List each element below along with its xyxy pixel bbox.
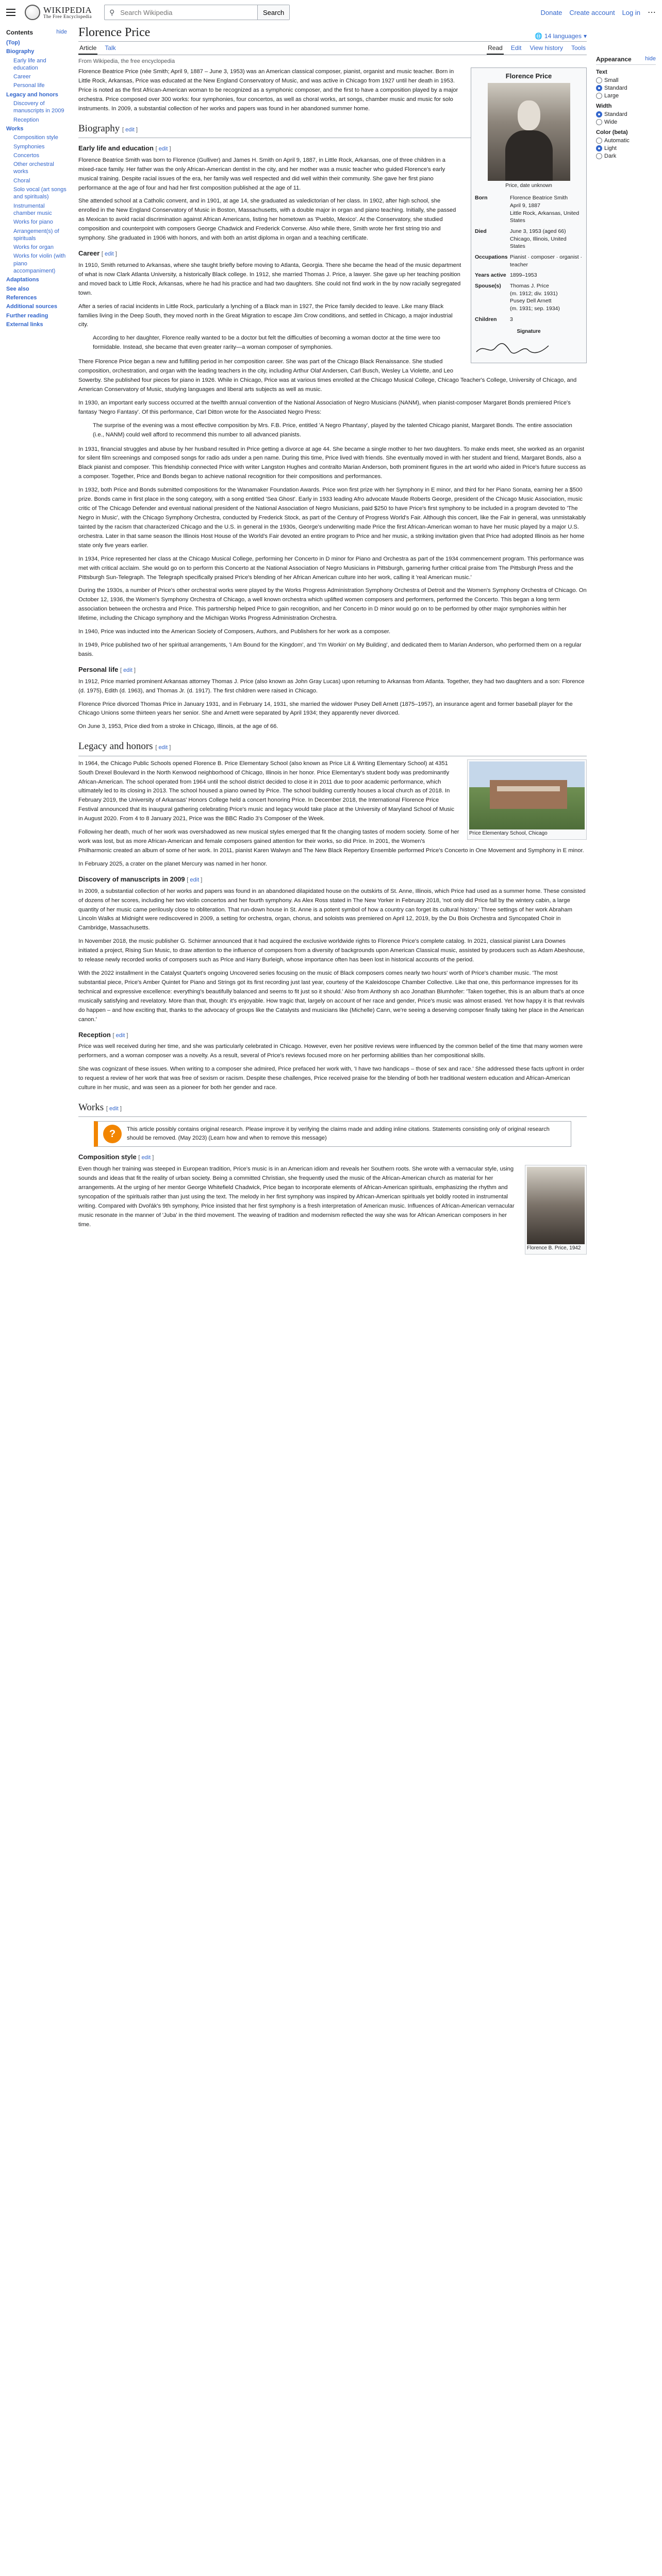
appearance-option[interactable]	[596, 77, 656, 83]
section-works: Works [ edit ]	[78, 1100, 587, 1117]
edit-legacy[interactable]: [ edit ]	[155, 744, 171, 751]
toc-item-link[interactable]: Works for violin (with piano accompaniment)	[13, 253, 66, 275]
radio-button[interactable]	[596, 85, 602, 91]
paragraph: With the 2022 installment in the Catalyst Quartet's ongoing Uncovered series focusing on the music of Black composers comes nearly two hours' worth of Price's chamber music. 'The most substantial piece, Price's Amber Quintet for Piano and Strings got its first recording just last year, courtesy of the Kaleidoscope Chamber Collective. Like that one, this performance impresses for its technical and expressive excellence: everything's beautifully balanced and seems to fit just so it should.' Also from Anthony sh aco Jonathan Blumhofer: 'Taken together, this is an album that's at once musically satisfying and revelatory. More than that, though: it's enjoyable. How tragic that, largely on account of her race and gender, Price's music was almost erased. Yet how happy it is that revivals do happen – and how exciting that, thanks to the advocacy of groups like the Catalysts and musicians like (Michelle) Cann, we're seeing a deserving composer finally taking her place in the American canon.'	[78, 970, 585, 1023]
toc-item-link[interactable]: Additional sources	[6, 303, 58, 310]
career-quote-2: The surprise of the evening was a most effective composition by Mrs. F.B. Price, entitled 'A Negro Phantasy', played by the talented Chicago pianist, Margaret Bonds. The entire association (i.e., NANM) could well afford to recommend this number to all advanced pianists.	[93, 422, 572, 438]
paragraph: Following her death, much of her work was overshadowed as new musical styles emerged that fit the changing tastes of modern society. Some of her work was lost, but as more African-American and female composers gained attention for their works, so did Price. In 2001, the Women's Philharmonic created an album of some of her work. In 2011, pianist Karen Walwyn and The New Black Repertory Ensemble performed Price's Concerto in One Movement and Symphony in E minor.	[78, 829, 584, 854]
toc-item-link[interactable]: Symphonies	[13, 143, 45, 150]
appearance-option[interactable]	[596, 85, 656, 91]
section-biography: Biography [ edit ]	[78, 121, 587, 138]
edit-early-life[interactable]: [ edit ]	[155, 146, 171, 152]
reception-text	[78, 1042, 587, 1093]
table-of-contents	[6, 25, 67, 1259]
toc-item[interactable]	[6, 134, 67, 141]
toc-item-link[interactable]: Career	[13, 74, 31, 80]
toc-item-link[interactable]: Arrangement(s) of spirituals	[13, 228, 59, 242]
discovery-text	[78, 887, 587, 1025]
appearance-title: Appearance	[596, 56, 632, 63]
infobox-row	[474, 226, 584, 252]
option-label: Large	[604, 93, 619, 99]
tab-talk[interactable]: Talk	[105, 44, 116, 52]
text-size-label: Text	[596, 69, 607, 75]
edit-discovery[interactable]: [ edit ]	[187, 876, 203, 883]
portrait-photo[interactable]	[488, 83, 570, 181]
tab-tools[interactable]: Tools	[571, 44, 586, 52]
toc-item-link[interactable]: Concertos	[13, 152, 40, 159]
search-icon: ⚲	[109, 8, 115, 16]
appearance-hide-button[interactable]: hide	[645, 56, 656, 62]
appearance-header	[596, 56, 656, 65]
toc-item[interactable]	[6, 161, 67, 176]
width-options	[596, 111, 656, 125]
section-composition-style: Composition style [ edit ]	[78, 1153, 154, 1161]
paragraph: During the 1930s, a number of Price's other orchestral works were played by the Works Progress Administration Symphony Orchestra of Detroit and the Women's Symphony Orchestra of Chicago. On October 12, 1936, the Women's Symphony Orchestra of Chicago, a well known orchestra which uplifted women composers and performers, performed the Concerto. This began a long term association between the orchestra and Price. This partnership helped Price to gain recognition, and her Concerto in D minor would go on to be performed by other major symphonies within her lifetime, including the Chicago symphony and the Michigan Works Progress Administration Orchestra.	[78, 587, 587, 622]
toc-item[interactable]	[6, 116, 67, 124]
toc-item[interactable]	[6, 202, 67, 217]
toc-item-link[interactable]: (Top)	[6, 40, 20, 46]
wikipedia-logo[interactable]	[25, 5, 92, 20]
toc-list	[6, 39, 67, 328]
option-label: Small	[604, 77, 619, 83]
radio-button[interactable]	[596, 77, 602, 83]
radio-button[interactable]	[596, 93, 602, 99]
infobox-value: Florence Beatrice Smith April 9, 1887 Little Rock, Arkansas, United States	[510, 195, 580, 224]
paragraph: In 2009, a substantial collection of her works and papers was found in an abandoned dilapidated house on the outskirts of St. Anne, Illinois, which Price had used as a summer home. These consisted of dozens of her scores, including her two violin concertos and her fourth symphony. As Alex Ross stated in The New Yorker in February 2018, 'not only did Price fall by the wintery cabin, a large quantity of her music came perilously close to obliteration. That run-down house in St. Anne is a potent symbol of how a country can forget its cultural history.' Three settings of her work Abraham Lincoln Walks at Midnight were rediscovered in 2009, a setting for orchestra, organ, chorus, and soloists was premiered on April 12, 2019, by the Du Bois Orchestra and Syncopated Choir in Cambridge, Massachusetts.	[78, 888, 586, 931]
toc-item[interactable]	[6, 303, 67, 310]
paragraph: In 1932, both Price and Bonds submitted compositions for the Wanamaker Foundation Awards. Price won first prize with her Symphony in E minor, and third for her Piano Sonata, earning her a $500 prize. Bonds came in first place in the song category, with a song entitled 'Sea Ghost'. Early in 1933 leading Afro advocate Maude Roberts George, president of the Chicago Music Association, music critic of The Chicago Defender and eventual national president of the National Association of Negro Musicians, paid $250 to have Price's first symphony to be included in a program devoted to 'The Negro in Music', with the Chicago Symphony Orchestra, conducted by Frederick Stock, as part of the Century of Progress World's Fair. Although this concert, like the Fair in general, was unmistakably tainted by the racism that characterized Chicago and the U.S. in general in the 1930s, George's underwriting made Price the first African-American woman to have her music played by a major U.S. orchestra. Later in that same season the Illinois Host House of the World's Fair devoted an entire program to Price and her music, a striking invitation given that Price had adopted Illinois as her home state only five years earlier.	[78, 487, 586, 549]
infobox-label: Children	[475, 316, 497, 323]
paragraph: After a series of racial incidents in Little Rock, particularly a lynching of a Black man in 1927, the Price family decided to leave. Like many Black families living in the Deep South, they moved north in the Great Migration to escape Jim Crow conditions, and settled in Chicago, a major industrial city.	[78, 303, 453, 328]
section-legacy: Legacy and honors [ edit ]	[78, 739, 587, 756]
radio-button[interactable]	[596, 138, 602, 144]
paragraph: Even though her training was steeped in European tradition, Price's music is in an American idiom and reveals her Southern roots. She wrote with a vernacular style, using sounds and ideas that fit the reality of urban society. Being a committed Christian, she frequently used the music of the African-American church as material for her arrangements. At the urging of her mentor George Whitefield Chadwick, Price began to incorporate elements of African-American spirituals, emphasizing the rhythm and syncopation of the spirituals rather than just using the text. The melody in her first symphony was inspired by African-American spirituals yet boldly rooted in instrumental writing. Compared with Dvořák's 9th symphony, Price insisted that her first symphony is a fresh interpretation of American music. Influences of African-American vernacular music resonate in the manner of 'Juba' in the third movement. The weaving of tradition and modernism reflected the way she was for African American composers in her time.	[78, 1166, 515, 1228]
paragraph: There Florence Price began a new and fulfilling period in her composition career. She was part of the Chicago Black Renaissance. She studied composition, orchestration, and organ with the leading teachers in the city, including Arthur Olaf Andersen, Carl Busch, Wesley La Violette, and Leo Sowerby. She published four pieces for piano in 1926. While in Chicago, Price was at various times enrolled at the Chicago Musical College, Chicago Teacher's College, University of Chicago, and American Conservatory of Music, studying languages and liberal arts subjects as well as music.	[78, 359, 577, 393]
signature-label: Signature	[517, 328, 541, 334]
toc-title: Contents	[6, 29, 33, 36]
toc-item-link[interactable]: Works	[6, 125, 24, 132]
toc-item[interactable]	[6, 125, 67, 132]
toc-item[interactable]	[6, 143, 67, 150]
school-caption: Price Elementary School, Chicago	[469, 830, 548, 836]
toc-item[interactable]	[6, 218, 67, 226]
price-1942-figure	[525, 1165, 587, 1255]
paragraph: In 1934, Price represented her class at the Chicago Musical College, performing her Concerto in D minor for Piano and Orchestra as part of the 1934 commencement program. This performance was met with critical acclaim. She would go on to perform this Concerto at the National Association of Negro Musicians in Pittsburgh, garnering further critical praise from The Pittsburgh Press and the Pittsburgh Sun-Telegraph. The Telegraph specifically praised Price's blending of her African American culture into her work, calling it 'real American music.'	[78, 555, 584, 581]
school-figure	[467, 759, 587, 840]
edit-composition[interactable]: [ edit ]	[138, 1155, 154, 1161]
infobox	[471, 67, 587, 363]
paragraph: In 1910, Smith returned to Arkansas, where she taught briefly before moving to Atlanta, Georgia. There she became the head of the music department of what is now Clark Atlanta University, a historically Black college. In 1912, she married Thomas J. Price, a lawyer. She gave up her teaching position and moved back to Little Rock, Arkansas, where he had his practice and had two daughters. She could not find work in the by now racially segregated town.	[78, 262, 461, 296]
option-label: Light	[604, 145, 617, 151]
section-personal-life: Personal life [ edit ]	[78, 665, 136, 673]
article-body	[78, 67, 587, 1251]
infobox-row	[474, 270, 584, 281]
section-discovery: Discovery of manuscripts in 2009 [ edit ]	[78, 875, 203, 883]
text-size-options	[596, 77, 656, 99]
composition-text	[78, 1165, 587, 1229]
site-header	[0, 0, 662, 25]
photo-caption: Price, date unknown	[505, 183, 552, 189]
appearance-option[interactable]	[596, 138, 656, 144]
tagline-text: The Free Encyclopedia	[43, 14, 92, 19]
appearance-option[interactable]	[596, 119, 656, 125]
paragraph: In 1964, the Chicago Public Schools opened Florence B. Price Elementary School (also known as Price Lit & Writing Elementary School) at 4351 South Drexel Boulevard in the North Kenwood neighborhood of Chicago, Illinois in her honor. Price Elementary's student body was predominantly African-American. The school operated from 1964 until the school district decided to close it in 2011 due to poor academic performance, which ultimately led to its closing in 2013. The school housed a piano owned by Price. The school building currently houses a local church as of 2018. In February 2019, the University of Arkansas' Honors College held a concert honoring Price. In December 2018, the International Florence Price Festival announced that its inaugural gathering celebrating Price's music and legacy would take place at the University of Maryland School of Music in August 2020. From 4 to 8 January 2021, Price was the BBC Radio 3's Composer of the Week.	[78, 760, 455, 822]
infobox-label: Spouse(s)	[475, 283, 501, 290]
tab-edit[interactable]: Edit	[510, 44, 522, 52]
paragraph: In 1930, an important early success occurred at the twelfth annual convention of the National Association of Negro Musicians (NANM), when pianist-composer Margaret Bonds premiered Price's fantasy 'Negro Fantasy'. Of this performance, Carl Ditton wrote for the Associated Negro Press:	[78, 399, 571, 415]
page-layout	[0, 25, 662, 1259]
toc-item[interactable]	[6, 312, 67, 319]
personal-life-text	[78, 677, 587, 732]
paragraph: Florence Beatrice Smith was born to Florence (Gulliver) and James H. Smith on April 9, 1887, in Little Rock, Arkansas, one of three children in a mixed-race family. Her father was the only African-American dentist in the city, and her mother was a music teacher who guided Florence's early musical training. Despite racial issues of the era, her family was well respected and did well within their community. She gave her first piano performance at the age of four and had her first composition published at the age of 11.	[78, 157, 445, 191]
option-label: Standard	[604, 85, 627, 91]
toc-item[interactable]	[6, 91, 67, 98]
edit-works[interactable]: [ edit ]	[106, 1105, 122, 1112]
infobox-row	[474, 252, 584, 270]
paragraph: In February 2025, a crater on the planet Mercury was named in her honor.	[78, 860, 268, 867]
color-label: Color (beta)	[596, 129, 628, 135]
infobox-table	[474, 193, 584, 325]
radio-button[interactable]	[596, 111, 602, 117]
infobox-title: Florence Price	[505, 72, 552, 80]
paragraph: In 1931, financial struggles and abuse by her husband resulted in Price getting a divorce at age 44. She became a single mother to her two daughters. To make ends meet, she worked as an organist for silent film screenings and composed songs for radio ads under a pen name. During this time, Price lived with friends. She eventually moved in with her student and friend, Margaret Bonds, also a Black pianist and composer. This friendship connected Price with writer Langston Hughes and contralto Marian Anderson, both prominent figures in the art world who aided in Price's future success as a composer. Together, Price and Bonds began to achieve national recognition for their compositions and performances.	[78, 446, 586, 480]
toc-item[interactable]	[6, 82, 67, 89]
toc-item-link[interactable]: Composition style	[13, 134, 58, 141]
toc-item[interactable]	[6, 276, 67, 283]
toc-item-link[interactable]: Biography	[6, 48, 35, 55]
language-button[interactable]	[535, 32, 587, 40]
option-label: Automatic	[604, 138, 630, 144]
infobox-value: June 3, 1953 (aged 66) Chicago, Illinois, United States	[510, 228, 567, 250]
color-options	[596, 138, 656, 159]
toc-item[interactable]	[6, 228, 67, 243]
toc-item[interactable]	[6, 57, 67, 72]
toc-item-link[interactable]: Legacy and honors	[6, 91, 58, 98]
paragraph: In 1912, Price married prominent Arkansas attorney Thomas J. Price (also known as John Gray Lucas) upon returning to Arkansas from Atlanta. Together, they had two daughters and a son: Florence (d. 1975), Edith (d. 1963), and Thomas Jr. (d. 1917). The first children were raised in Chicago.	[78, 678, 585, 694]
search-input[interactable]	[119, 6, 257, 19]
user-menu-icon[interactable]: ⋯	[648, 8, 656, 17]
search-button[interactable]: Search	[257, 5, 289, 20]
toc-item-link[interactable]: Further reading	[6, 312, 48, 319]
infobox-value: 1899–1953	[510, 272, 537, 279]
edit-reception[interactable]: [ edit ]	[112, 1032, 128, 1039]
toc-header	[6, 29, 67, 36]
toc-item-link[interactable]: Early life and education	[13, 57, 46, 71]
appearance-panel	[596, 25, 656, 1259]
toc-item-link[interactable]: Adaptations	[6, 277, 39, 283]
toc-item[interactable]	[6, 100, 67, 115]
price-1942-photo[interactable]	[527, 1167, 585, 1244]
wikipedia-wordmark	[43, 6, 92, 19]
toc-item[interactable]	[6, 177, 67, 184]
infobox-label: Died	[475, 228, 487, 234]
appearance-option[interactable]	[596, 153, 656, 159]
page-title: Florence Price	[78, 26, 151, 39]
chevron-down-icon: ▾	[583, 32, 587, 40]
toc-item[interactable]	[6, 252, 67, 275]
toc-item[interactable]	[6, 39, 67, 46]
section-reception: Reception [ edit ]	[78, 1030, 128, 1039]
create-account-link[interactable]: Create account	[569, 8, 615, 16]
wordmark-text: WIKIPEDIA	[43, 5, 92, 15]
appearance-option[interactable]	[596, 93, 656, 99]
infobox-label: Years active	[475, 272, 506, 279]
notice-text: This article possibly contains original research. Please improve it by verifying the claims made and adding inline citations. Statements consisting only of original research should be removed. (May 2023) (Learn how and when to remove this message)	[127, 1126, 550, 1142]
radio-button[interactable]	[596, 145, 602, 151]
section-early-life: Early life and education [ edit ]	[78, 144, 171, 152]
option-label: Wide	[604, 119, 618, 125]
paragraph: Florence Beatrice Price (née Smith; April 9, 1887 – June 3, 1953) was an American classical composer, pianist, organist and music teacher. Born in Little Rock, Arkansas, Price was educated at the New England Conservatory of Music, and was active in Chicago from 1927 until her death in 1953. Price is noted as the first African-American woman to be recognized as a symphonic composer, and the first to have a composition played by a major orchestra. Price composed over 300 works: four symphonies, four concertos, as well as choral works, art songs, chamber music and music for solo instruments. In 2009, a substantial collection of her works and papers was found in her abandoned summer home.	[78, 69, 458, 112]
career-text-3	[78, 445, 587, 659]
infobox-value: Pianist · composer · organist · teacher	[510, 254, 583, 268]
option-label: Dark	[604, 153, 617, 159]
language-count: 14 languages	[544, 32, 582, 40]
toc-item-link[interactable]: References	[6, 294, 37, 301]
toc-item[interactable]	[6, 244, 67, 251]
infobox-label: Occupations	[475, 254, 508, 260]
toc-hide-button[interactable]: hide	[56, 29, 67, 35]
option-label: Standard	[604, 111, 627, 117]
infobox-row	[474, 193, 584, 226]
radio-button[interactable]	[596, 119, 602, 125]
toc-item-link[interactable]: Personal life	[13, 82, 45, 89]
edit-biography[interactable]: [ edit ]	[122, 126, 138, 133]
toc-item-link[interactable]: See also	[6, 285, 29, 292]
toc-item[interactable]	[6, 321, 67, 328]
career-text-2	[78, 358, 587, 417]
log-in-link[interactable]: Log in	[622, 8, 640, 16]
title-row	[78, 26, 587, 42]
tab-read[interactable]: Read	[487, 42, 504, 55]
width-label: Width	[596, 103, 612, 109]
original-research-notice	[94, 1121, 571, 1147]
infobox-row	[474, 314, 584, 325]
infobox-label: Born	[475, 195, 488, 201]
toc-item-link[interactable]: Instrumental chamber music	[13, 202, 52, 216]
tab-article[interactable]: Article	[78, 42, 97, 55]
language-icon: 🌐	[534, 32, 542, 40]
warning-icon: ?	[103, 1125, 122, 1143]
user-links	[540, 7, 656, 18]
toc-item[interactable]	[6, 285, 67, 293]
toc-item[interactable]	[6, 73, 67, 80]
appearance-option[interactable]	[596, 145, 656, 151]
toc-item-link[interactable]: Works for piano	[13, 219, 53, 226]
paragraph: On June 3, 1953, Price died from a stroke in Chicago, Illinois, at the age of 66.	[78, 723, 278, 730]
edit-career[interactable]: [ edit ]	[101, 251, 117, 258]
toc-item[interactable]	[6, 294, 67, 301]
main-content	[67, 25, 596, 1259]
toc-item-link[interactable]: Other orchestral works	[13, 161, 54, 175]
tab-view-history[interactable]: View history	[529, 44, 563, 52]
paragraph: In 1949, Price published two of her spiritual arrangements, 'I Am Bound for the Kingdom', and 'I'm Workin' on My Building', and dedicated them to Marian Anderson, who performed them on a regular basis.	[78, 642, 582, 657]
infobox-value: Thomas J. Price (m. 1912; div. 1931) Pusey Dell Arnett (m. 1931; sep. 1934)	[510, 283, 560, 312]
career-quote: According to her daughter, Florence really wanted to be a doctor but felt the difficulties of becoming a woman doctor at the time were too formidable. Instead, she became that even greater rarity—a woman composer of symphonies.	[93, 335, 440, 351]
toc-item[interactable]	[6, 186, 67, 201]
toc-item[interactable]	[6, 152, 67, 159]
paragraph: In November 2018, the music publisher G. Schirmer announced that it had acquired the exclusive worldwide rights to Florence Price's complete catalog. In 2021, classical pianist Lara Downes initiated a project, Rising Sun Music, to draw attention to the influence of composers from a diversity of backgrounds upon American Classical music, assisted by producers such as Adam Abeshouse, to release newly recorded works of composers such as Price and Harry Burleigh, whose importance often has been lost in historical accounts of the period.	[78, 938, 585, 963]
donate-link[interactable]: Donate	[540, 8, 562, 16]
toc-item-link[interactable]: Discovery of manuscripts in 2009	[13, 100, 64, 114]
radio-button[interactable]	[596, 153, 602, 159]
section-career: Career [ edit ]	[78, 249, 117, 258]
toc-item-link[interactable]: Works for organ	[13, 244, 54, 251]
search-box	[104, 5, 290, 20]
paragraph: Florence Price divorced Thomas Price in January 1931, and in February 14, 1931, she married the widower Pusey Dell Arnett (1875–1957), an insurance agent and former baseball player for the Chicago Unions some thirteen years her senior. She and Arnett were separated by April 1934; they apparently never divorced.	[78, 701, 573, 717]
toc-item-link[interactable]: Reception	[13, 116, 39, 123]
paragraph: She attended school at a Catholic convent, and in 1901, at age 14, she graduated as valedictorian of her class. In 1902, after high school, she enrolled in the New England Conservatory of Music in Boston, Massachusetts, with a double major in organ and piano teaching. Initially, she passed as Mexican to avoid racial discrimination against African Americans, listing her hometown as 'Pueblo, Mexico'. At the Conservatory, she studied composition and counterpoint with composers George Chadwick and Frederick Converse. Also while there, Smith wrote her first string trio and symphony. She graduated in 1906 with honors, and with both an artist diploma in organ and a teaching certificate.	[78, 198, 456, 242]
infobox-row	[474, 281, 584, 314]
from-wikipedia: From Wikipedia, the free encyclopedia	[78, 58, 175, 64]
paragraph: Price was well received during her time, and she was particularly celebrated in Chicago. However, even her positive reviews were influenced by the common belief of the time that many women were performers, and a woman composer was a novelty. As a result, several of Price's reviews focused more on her performing abilities than her compositional skills.	[78, 1043, 583, 1059]
page-tabs	[78, 42, 587, 55]
wikipedia-globe-icon	[25, 5, 40, 20]
toc-item-link[interactable]: External links	[6, 321, 43, 328]
edit-personal-life[interactable]: [ edit ]	[120, 667, 136, 673]
school-photo[interactable]	[469, 761, 585, 829]
appearance-option[interactable]	[596, 111, 656, 117]
toc-item-link[interactable]: Choral	[13, 177, 30, 184]
toc-item[interactable]	[6, 48, 67, 55]
paragraph: In 1940, Price was inducted into the American Society of Composers, Authors, and Publishers for her work as a composer.	[78, 629, 391, 635]
signature-image	[474, 341, 551, 356]
paragraph: She was cognizant of these issues. When writing to a composer she admired, Price prefaced her work with, 'I have two handicaps – those of sex and race.' She addressed these facts upfront in order to request a review of her work that was free of sexism or racism. Despite these challenges, Price received praise for the blending of both her traditional western education and African-American culture in her music, and was seen as a pioneer for both her gender and race.	[78, 1066, 585, 1091]
toc-item-link[interactable]: Solo vocal (art songs and spirituals)	[13, 187, 67, 200]
price-1942-caption: Florence B. Price, 1942	[527, 1245, 581, 1251]
infobox-value: 3	[510, 316, 513, 323]
main-menu-icon[interactable]	[6, 5, 21, 20]
